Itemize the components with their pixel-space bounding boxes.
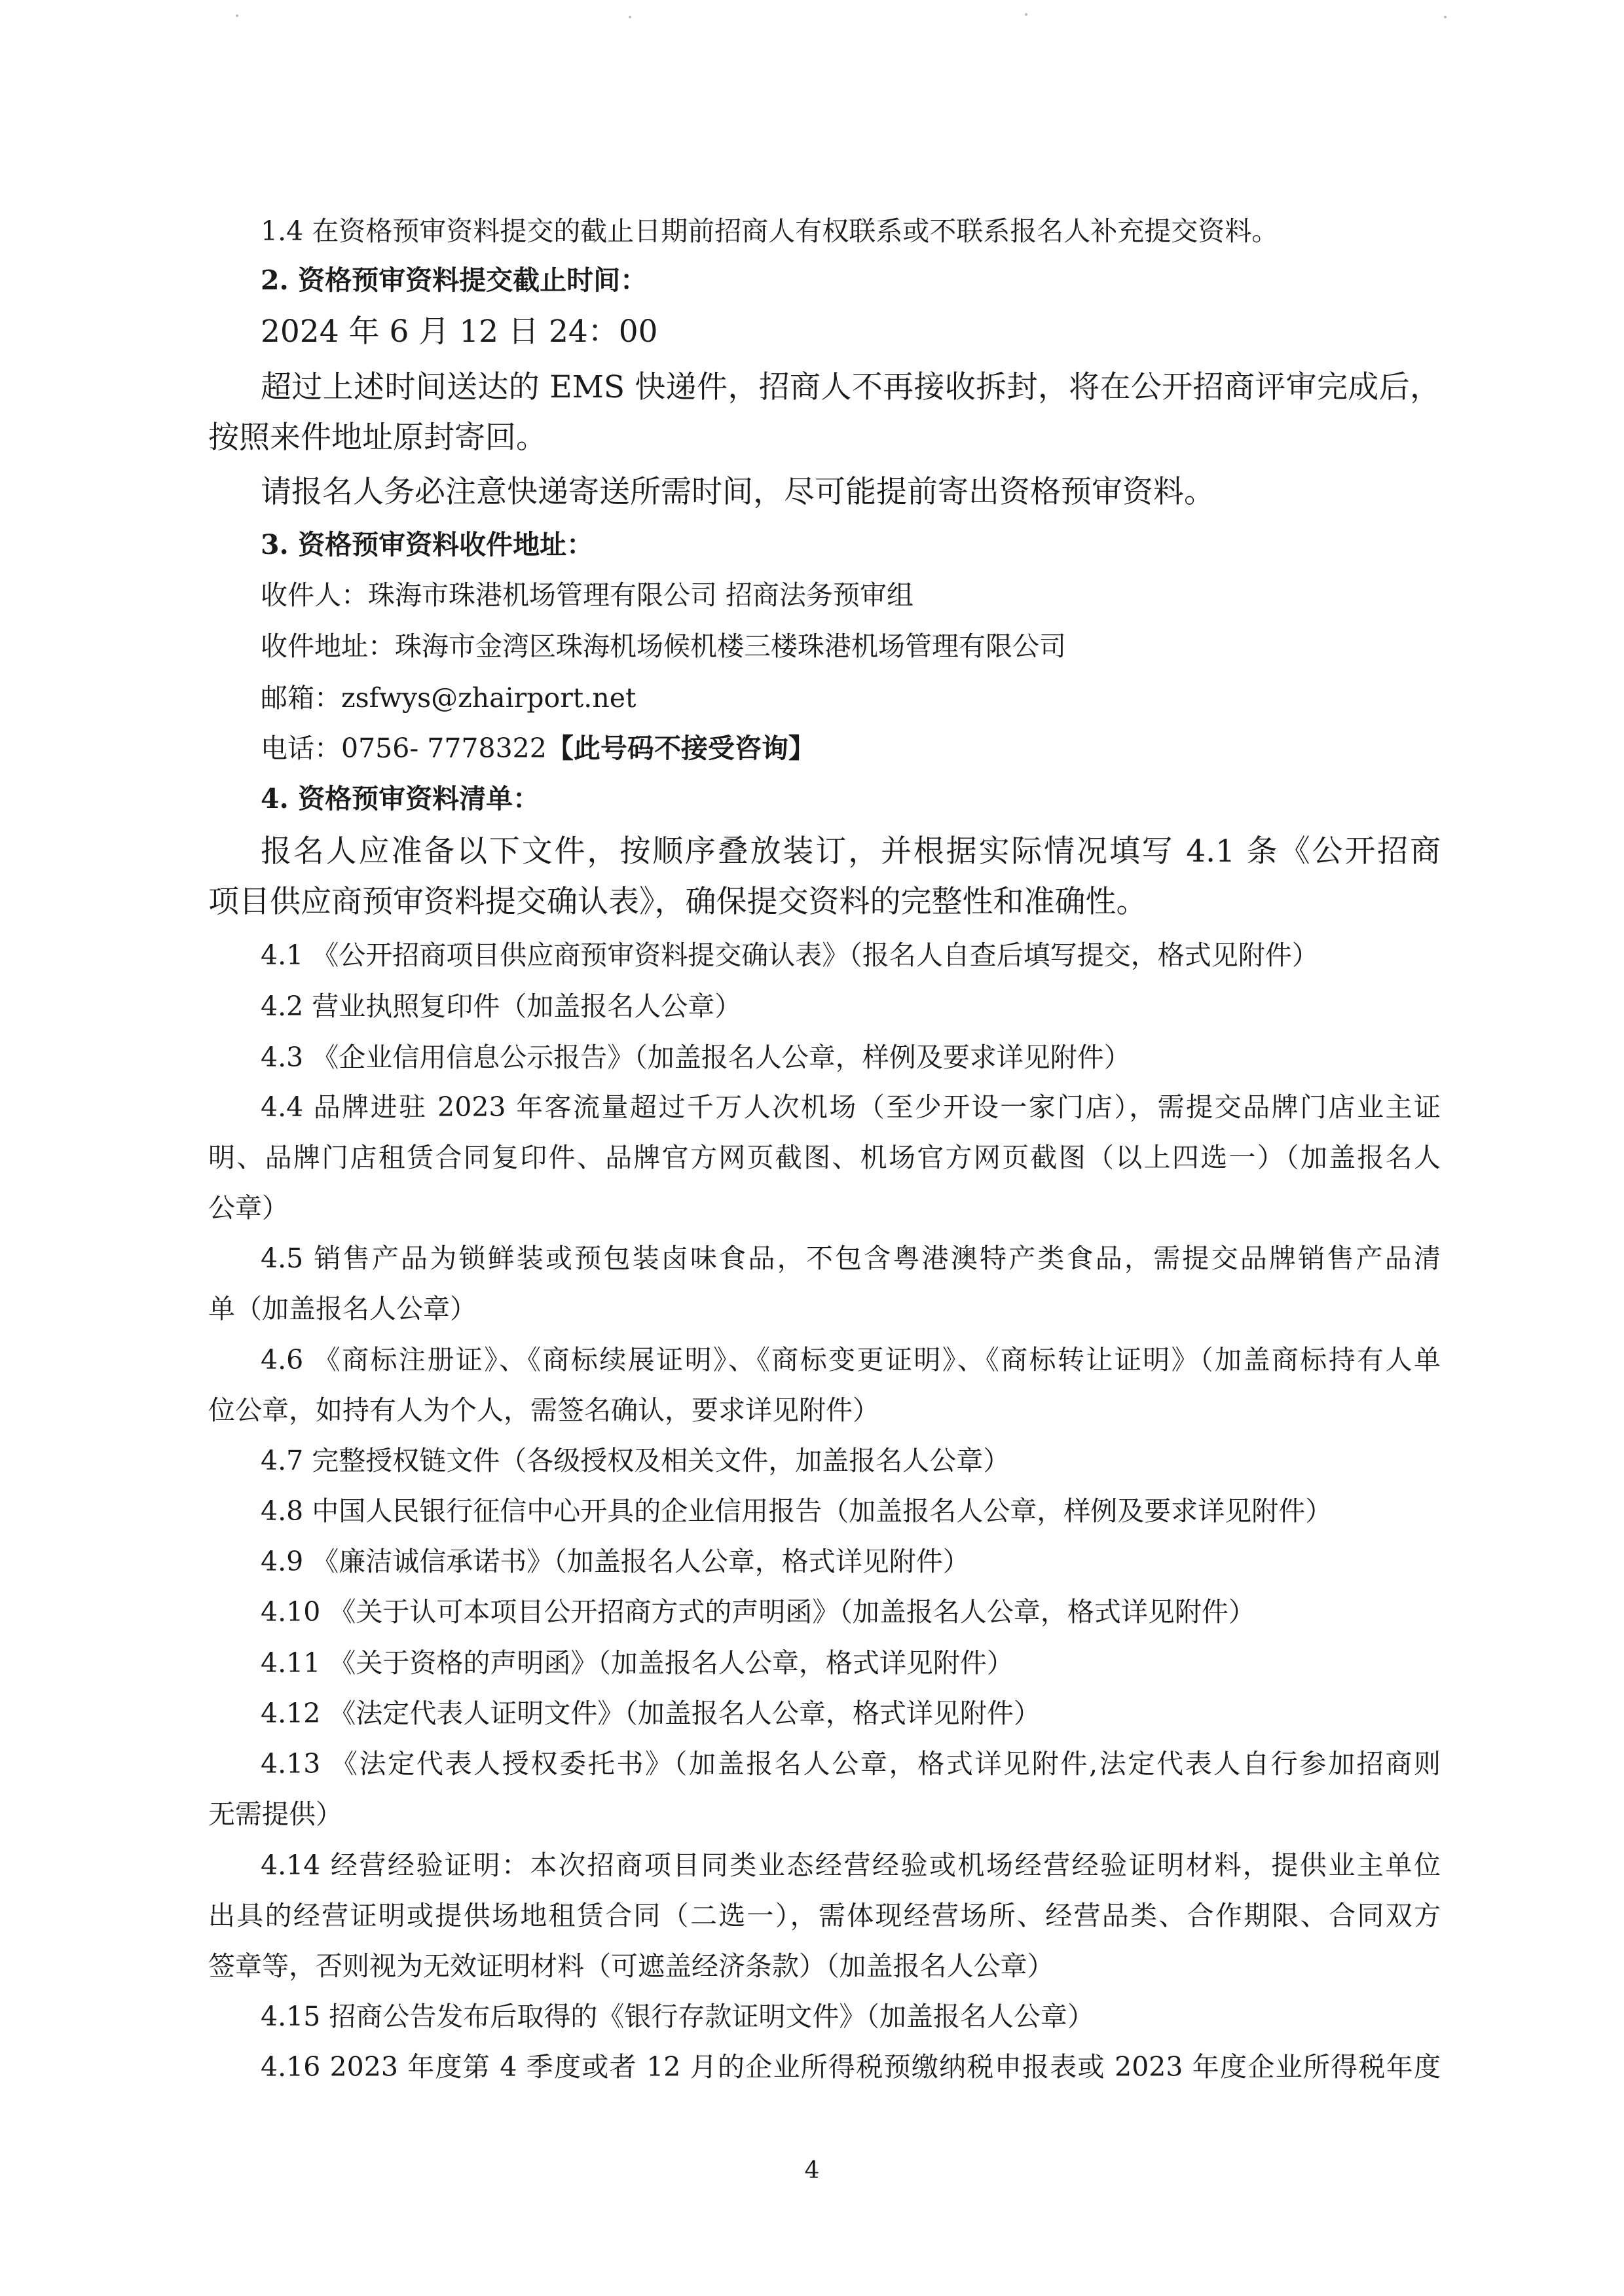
heading-4-document-list: 4. 资格预审资料清单： [261, 783, 540, 814]
item-4-4-line-1: 4.4 品牌进驻 2023 年客流量超过千万人次机场（至少开设一家门店），需提交品牌门店业主证 [261, 1091, 1441, 1123]
scan-speck [1025, 13, 1027, 16]
item-1-4: 1.4 在资格预审资料提交的截止日期前招商人有权联系或不联系报名人补充提交资料。 [261, 215, 1279, 247]
item-4-7: 4.7 完整授权链文件（各级授权及相关文件，加盖报名人公章） [261, 1445, 1010, 1476]
item-4-1: 4.1 《公开招商项目供应商预审资料提交确认表》（报名人自查后填写提交，格式见附件） [261, 939, 1319, 971]
phone-no-consult-note: 【此号码不接受咨询】 [546, 733, 815, 764]
deadline-date: 2024 年 6 月 12 日 24：00 [261, 314, 658, 350]
item-4-4-line-3: 公章） [208, 1192, 289, 1224]
heading-2-deadline: 2. 资格预审资料提交截止时间： [261, 264, 648, 296]
paragraph-late-delivery-2: 按照来件地址原封寄回。 [208, 420, 547, 456]
scan-speck [236, 14, 238, 17]
item-4-11: 4.11 《关于资格的声明函》（加盖报名人公章，格式详见附件） [261, 1647, 1014, 1679]
page-number: 4 [804, 2157, 820, 2184]
recipient-address-line: 收件地址：珠海市金湾区珠海机场候机楼三楼珠港机场管理有限公司 [261, 630, 1066, 662]
item-4-10: 4.10 《关于认可本项目公开招商方式的声明函》（加盖报名人公章，格式详见附件） [261, 1596, 1255, 1628]
phone-line [261, 729, 1441, 768]
item-4-14-line-3: 签章等，否则视为无效证明材料（可遮盖经济条款）（加盖报名人公章） [208, 1950, 1054, 1982]
item-4-2: 4.2 营业执照复印件（加盖报名人公章） [261, 991, 742, 1022]
item-4-14-line-2: 出具的经营证明或提供场地租赁合同（二选一），需体现经营场所、经营品类、合作期限、合同双方 [208, 1900, 1441, 1931]
item-4-9: 4.9 《廉洁诚信承诺书》（加盖报名人公章，格式详见附件） [261, 1546, 970, 1577]
paragraph-prepare-docs-2: 项目供应商预审资料提交确认表》，确保提交资料的完整性和准确性。 [208, 884, 1147, 920]
item-4-6-line-1: 4.6 《商标注册证》、《商标续展证明》、《商标变更证明》、《商标转让证明》（加盖商标持有人单 [261, 1344, 1441, 1376]
scan-speck [629, 16, 631, 18]
item-4-15: 4.15 招商公告发布后取得的《银行存款证明文件》（加盖报名人公章） [261, 2001, 1094, 2032]
item-4-6-line-2: 位公章，如持有人为个人，需签名确认，要求详见附件） [208, 1394, 879, 1426]
item-4-13-line-1: 4.13 《法定代表人授权委托书》（加盖报名人公章，格式详见附件,法定代表人自行参加招商则 [261, 1748, 1441, 1779]
paragraph-mail-time-notice: 请报名人务必注意快递寄送所需时间，尽可能提前寄出资格预审资料。 [261, 474, 1215, 510]
item-4-3: 4.3 《企业信用信息公示报告》（加盖报名人公章，样例及要求详见附件） [261, 1042, 1131, 1073]
item-4-5-line-1: 4.5 销售产品为锁鲜装或预包装卤味食品，不包含粤港澳特产类食品，需提交品牌销售产品清 [261, 1243, 1441, 1274]
item-4-8: 4.8 中国人民银行征信中心开具的企业信用报告（加盖报名人公章，样例及要求详见附件） [261, 1495, 1333, 1527]
phone-number: 电话：0756- 7778322 [261, 733, 547, 764]
item-4-14-line-1: 4.14 经营经验证明：本次招商项目同类业态经营经验或机场经营经验证明材料，提供业主单位 [261, 1850, 1441, 1881]
recipient-line: 收件人：珠海市珠港机场管理有限公司 招商法务预审组 [261, 579, 914, 611]
email-line: 邮箱：zsfwys@zhairport.net [261, 682, 637, 714]
heading-3-address: 3. 资格预审资料收件地址： [261, 529, 594, 560]
item-4-5-line-2: 单（加盖报名人公章） [208, 1293, 477, 1324]
item-4-16-line-1: 4.16 2023 年度第 4 季度或者 12 月的企业所得税预缴纳税申报表或 2023 年度企业所得税年度 [261, 2051, 1441, 2083]
paragraph-late-delivery-1: 超过上述时间送达的 EMS 快递件，招商人不再接收拆封，将在公开招商评审完成后， [261, 369, 1441, 405]
paragraph-prepare-docs-1: 报名人应准备以下文件，按顺序叠放装订，并根据实际情况填写 4.1 条《公开招商 [261, 833, 1441, 869]
item-4-4-line-2: 明、品牌门店租赁合同复印件、品牌官方网页截图、机场官方网页截图（以上四选一）（加盖报名人 [208, 1142, 1441, 1173]
item-4-12: 4.12 《法定代表人证明文件》（加盖报名人公章，格式详见附件） [261, 1698, 1041, 1729]
scan-speck [1444, 16, 1447, 18]
item-4-13-line-2: 无需提供） [208, 1798, 342, 1830]
